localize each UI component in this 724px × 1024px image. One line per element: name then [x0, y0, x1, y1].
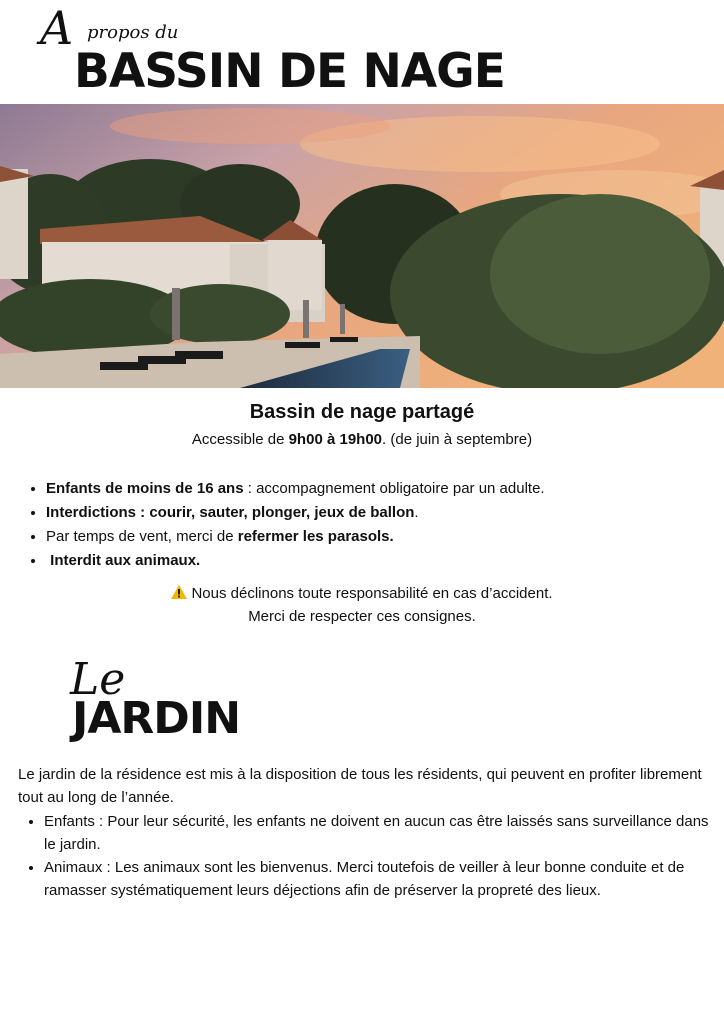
- notice-text-1: Nous déclinons toute responsabilité en cas d’accident.: [191, 585, 553, 602]
- hours-close: 19h00: [339, 431, 383, 448]
- garden-intro: Le jardin de la résidence est mis à la disposition de tous les résidents, qui peuvent en profiter librement tout au long de l’année.: [18, 766, 702, 806]
- garden-rules-list: [26, 810, 724, 902]
- garden-section-header: [70, 655, 370, 750]
- hours-prefix: Accessible de: [191, 431, 289, 448]
- pool-title: Bassin de nage partagé: [249, 401, 475, 423]
- rule-bold: Interdictions : courir, sauter, plonger, jeux de ballon: [46, 504, 415, 521]
- pool-photo: [0, 104, 724, 388]
- header-script-text: propos du: [87, 22, 179, 43]
- pool-hours: [0, 428, 724, 452]
- garden-title: JARDIN: [72, 693, 241, 744]
- rule-item: [46, 501, 724, 525]
- garden-script-initial: Le: [70, 654, 126, 705]
- rule-text: Par temps de vent, merci de: [46, 528, 238, 545]
- pool-page-title: BASSIN DE NAGE: [74, 44, 505, 99]
- garden-item-animals: • Animaux : Les animaux sont les bienvenus. Merci toutefois de veiller à leur bonne conduite et de ramasser systématiquement leurs déjections afin de préserver la propreté des lieux.: [44, 856, 724, 902]
- hours-open: 9h00: [288, 431, 323, 448]
- hours-suffix: . (de juin à septembre): [382, 431, 533, 448]
- pool-rules-list: [28, 477, 724, 573]
- rule-bold: Interdit aux animaux.: [46, 552, 201, 569]
- pool-info: [0, 398, 724, 452]
- notice-line-1: [0, 582, 724, 605]
- hours-separator: à: [322, 431, 340, 448]
- rule-text: .: [414, 504, 419, 521]
- rule-bold: Enfants de moins de 16 ans: [46, 480, 244, 497]
- warning-icon: [171, 585, 187, 599]
- liability-notice: [0, 582, 724, 628]
- pool-section-header: [40, 0, 640, 100]
- rule-item: [46, 525, 724, 549]
- rule-item: [46, 549, 724, 573]
- notice-line-2: Merci de respecter ces consignes.: [248, 608, 476, 625]
- rule-text: : accompagnement obligatoire par un adulte.: [243, 480, 545, 497]
- rule-bold: refermer les parasols.: [237, 528, 394, 545]
- header-script-initial: A: [40, 1, 74, 55]
- garden-item-children: • Enfants : Pour leur sécurité, les enfants ne doivent en aucun cas être laissés sans surveillance dans le jardin.: [44, 810, 724, 856]
- rule-item: [46, 477, 724, 501]
